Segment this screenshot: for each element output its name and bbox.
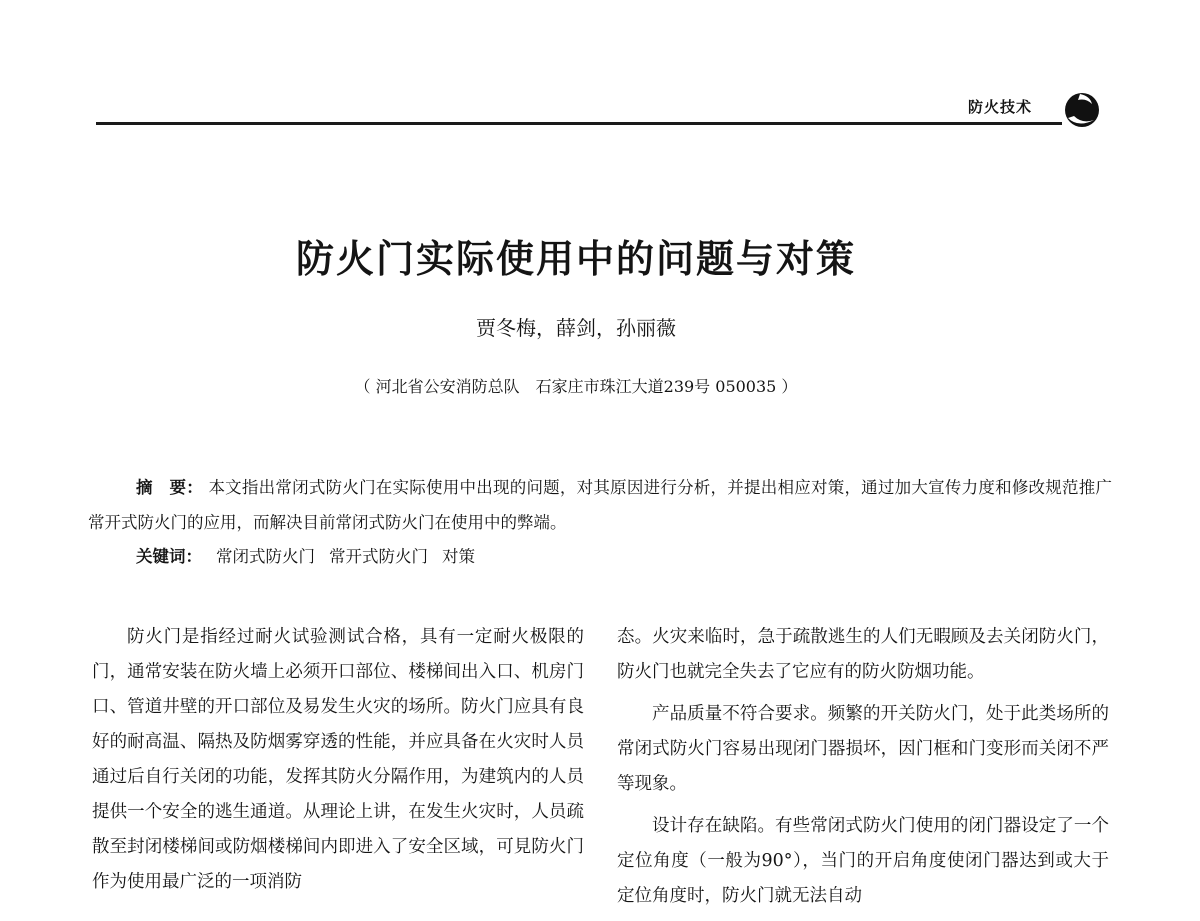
abstract-text: 本文指出常闭式防火门在实际使用中出现的问题，对其原因进行分析，并提出相应对策，通过加大宣传力度和修改规范推广常开式防火门的应用，而解决目前常闭式防火门在使用中的弊端。 bbox=[88, 478, 1113, 532]
authors: 贾冬梅，薛剑，孙丽薇 bbox=[476, 316, 676, 340]
abstract bbox=[88, 470, 1112, 540]
body-paragraph: 态。火灾来临时，急于疏散逃生的人们无暇顾及去关闭防火门，防火门也就完全失去了它应有的防火防烟功能。 bbox=[617, 627, 1109, 682]
affiliation: （ 河北省公安消防总队 石家庄市珠江大道239号 050035 ） bbox=[354, 377, 798, 396]
body-paragraph: 防火门是指经过耐火试验测试合格，具有一定耐火极限的门，通常安装在防火墙上必须开口部位、楼梯间出入口、机房门口、管道井壁的开口部位及易发生火灾的场所。防火门应具有良好的耐高温、隔热及防烟雾穿透的性能，并应具备在火灾时人员通过后自行关闭的功能，发挥其防火分隔作用，为建筑内的人员提供一个安全的逃生通道。从理论上讲，在发生火灾时，人员疏散至封闭楼梯间或防烟楼梯间内即进入了安全区域，可見防火门作为使用最广泛的一项消防 bbox=[92, 627, 584, 892]
keyword: 对策 bbox=[442, 547, 475, 566]
page-title: 防火门实际使用中的问题与对策 bbox=[295, 237, 856, 281]
keywords-label: 关键词： bbox=[136, 547, 202, 566]
abstract-label: 摘 要： bbox=[136, 478, 203, 497]
body-paragraph: 设计存在缺陷。有些常闭式防火门使用的闭门器设定了一个定位角度（一般为90°），当门的开启角度使闭门器达到或大于定位角度时，防火门就无法自动 bbox=[617, 816, 1109, 906]
keywords bbox=[136, 543, 475, 567]
swirl-logo-icon bbox=[1060, 88, 1104, 132]
keyword: 常开式防火门 bbox=[329, 547, 428, 566]
body-column-right bbox=[617, 620, 1109, 921]
keyword: 常闭式防火门 bbox=[216, 547, 315, 566]
running-head: 防火技术 bbox=[968, 98, 1033, 116]
header-rule bbox=[96, 122, 1062, 125]
body-paragraph: 产品质量不符合要求。频繁的开关防火门，处于此类场所的常闭式防火门容易出现闭门器损坏，因门框和门变形而关闭不严等现象。 bbox=[617, 704, 1109, 794]
body-column-left bbox=[92, 620, 584, 907]
